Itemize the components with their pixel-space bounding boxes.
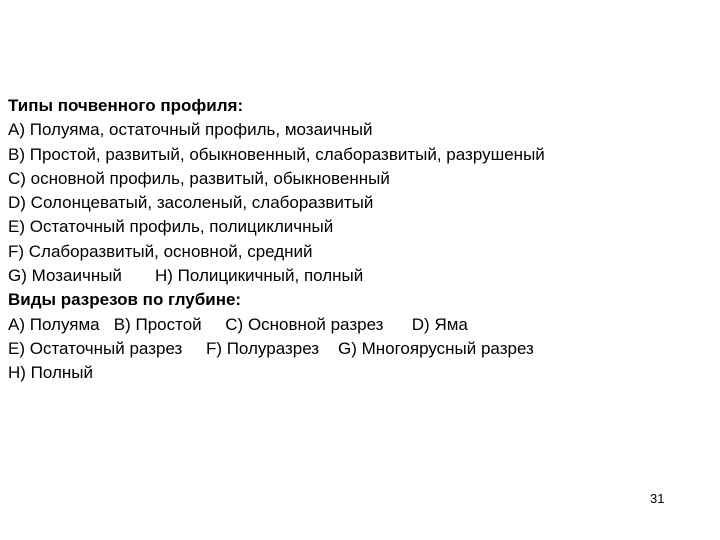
section-options-e-g: E) Остаточный разрез F) Полуразрез G) Многоярусный разрез [8,338,534,358]
profile-option-d: D) Солонцеватый, засоленый, слаборазвитый [8,193,374,213]
profile-option-e: E) Остаточный профиль, полицикличный [8,217,334,237]
profile-types-heading: Типы почвенного профиля: [8,96,244,115]
section-option-h: H) Полный [8,363,93,383]
page-number: 31 [650,491,665,506]
slide-content [8,94,708,386]
profile-option-a: A) Полуяма, остаточный профиль, мозаичный [8,120,373,140]
profile-option-c: C) основной профиль, развитый, обыкновенный [8,168,390,188]
profile-option-g-h: G) Мозаичный H) Полицикичный, полный [8,266,364,286]
section-options-a-d: A) Полуяма B) Простой C) Основной разрез D) Яма [8,314,468,334]
section-types-heading: Виды разрезов по глубине: [8,290,242,310]
profile-option-b: B) Простой, развитый, обыкновенный, слаборазвитый, разрушеный [8,144,545,164]
profile-option-f: F) Слаборазвитый, основной, средний [8,241,313,261]
